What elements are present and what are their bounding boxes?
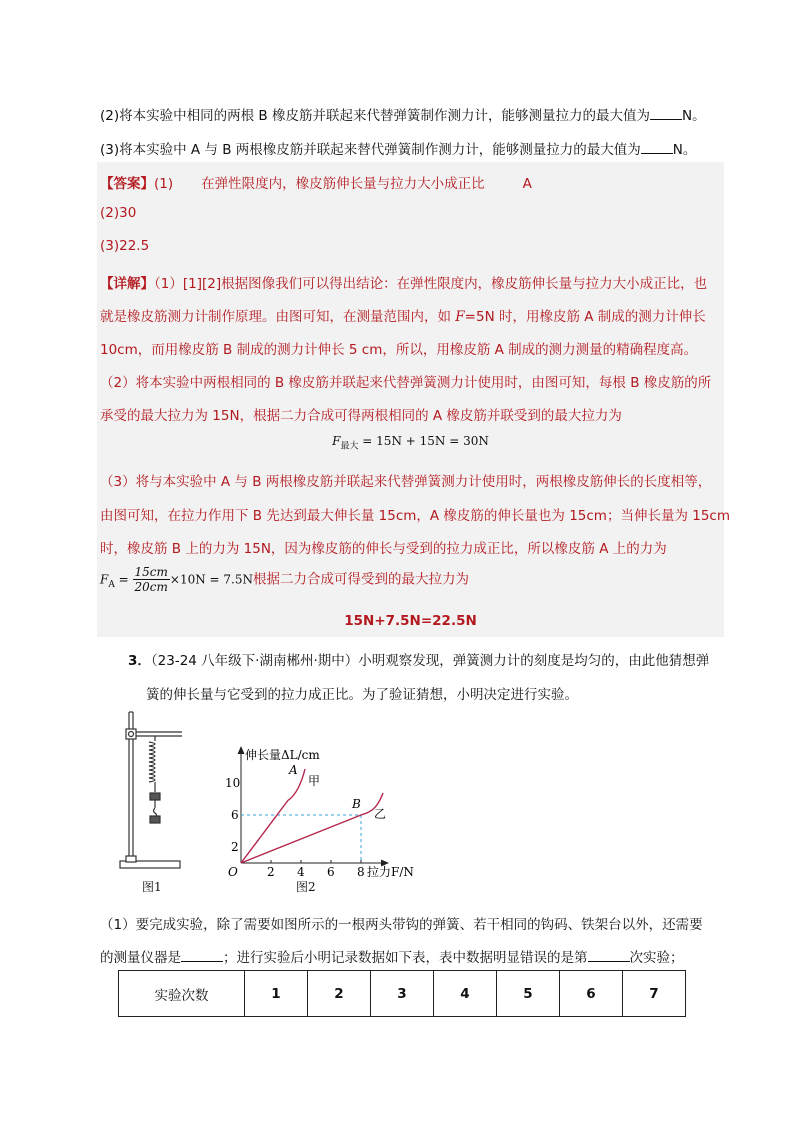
detail-text-2c: =5N 时，用橡皮筋 A 制成的测力计伸长 <box>464 309 706 325</box>
equation-2-fraction <box>133 565 170 594</box>
origin-label: O <box>228 865 238 879</box>
question-2-text: (2)将本实验中相同的两根 B 橡皮筋并联起来代替弹簧制作测力计，能够测量拉力的最大值为 <box>100 108 650 124</box>
table-cell: 5 <box>497 971 560 1017</box>
detail-line-3: 10cm，而用橡皮筋 B 制成的测力计伸长 5 cm，所以，用橡皮筋 A 制成的测力测量的精确程度高。 <box>100 342 698 358</box>
y-tick-label: 10 <box>225 776 241 790</box>
x-tick-label: 8 <box>357 865 365 879</box>
answer-part-3: (3)22.5 <box>100 238 150 254</box>
answer-blank <box>650 107 682 120</box>
figures <box>100 708 440 898</box>
question-3-text-2: 簧的伸长量与它受到的拉力成正比。为了验证猜想，小明决定进行实验。 <box>146 687 578 703</box>
axis-ticks <box>225 776 365 879</box>
table-cell: 7 <box>623 971 686 1017</box>
question-source: （23-24 八年级下·湖南郴州·期中） <box>150 653 359 669</box>
part-1-text-a: 的测量仪器是 <box>100 950 181 966</box>
equation-2-symbol: F <box>100 572 109 587</box>
table-cell: 4 <box>434 971 497 1017</box>
y-tick-label: 2 <box>231 840 239 854</box>
y-axis-arrow <box>238 746 245 754</box>
data-table <box>118 970 686 1017</box>
curve-b-end-label: B <box>352 797 361 811</box>
curve-a-end-label: A <box>289 763 298 777</box>
equation-1-subscript: 最大 <box>340 441 359 452</box>
part-1-line-2 <box>100 946 684 966</box>
table-cell: 2 <box>308 971 371 1017</box>
detail-final-result: 15N+7.5N=22.5N <box>344 613 477 629</box>
x-tick-label: 2 <box>267 865 275 879</box>
equation-2-subscript: A <box>108 580 115 591</box>
extension-force-graph <box>225 746 414 879</box>
question-number: 3． <box>128 653 151 669</box>
equation-2-tail: 根据二力合成可得受到的最大拉力为 <box>252 571 469 588</box>
part-1-text-c: 次实验； <box>629 950 684 966</box>
y-tick-label: 6 <box>231 808 239 822</box>
question-2-line <box>100 104 706 124</box>
detail-text-2b: F <box>455 309 465 325</box>
table-cell: 1 <box>245 971 308 1017</box>
part-1-line-1: （1）要完成实验，除了需要如图所示的一根两头带钩的弹簧、若干相同的钩码、铁架台以外，还需要 <box>100 917 703 933</box>
equation-1-symbol: F <box>332 434 341 448</box>
x-axis-label: 拉力F/N <box>367 865 414 879</box>
answer-blank <box>181 949 223 962</box>
detail-line-2 <box>100 305 706 325</box>
figure-2-caption: 图2 <box>296 880 316 894</box>
answer-label: 【答案】 <box>100 176 154 192</box>
answer-blank <box>641 141 673 154</box>
detail-line-5: 承受的最大拉力为 15N，根据二力合成可得两根相同的 A 橡皮筋并联受到的最大拉力为 <box>100 408 622 424</box>
detail-line-4: （2）将本实验中两根相同的 B 橡皮筋并联起来代替弹簧测力计使用时，由图可知，每根 B 橡皮筋的所 <box>100 375 712 391</box>
question-2-unit: N。 <box>681 108 706 124</box>
x-tick-label: 6 <box>327 865 335 879</box>
answer-part-1-text: 在弹性限度内，橡皮筋伸长量与拉力大小成正比 <box>201 176 485 192</box>
answer-part-2: (2)30 <box>100 205 137 221</box>
answer-part-1-number: (1) <box>154 176 174 192</box>
fraction-numerator: 15cm <box>134 565 168 579</box>
part-1-text-b: ；进行实验后小明记录数据如下表，表中数据明显错误的是第 <box>223 950 588 966</box>
y-axis-label: 伸长量ΔL/cm <box>245 748 320 762</box>
iron-stand-figure <box>120 712 182 868</box>
curve-b-line <box>241 793 383 863</box>
table-cell: 3 <box>371 971 434 1017</box>
equation-2: $F_A$ = $\frac{15cm}{20cm}$ ×10N = 7.5N根据二力合成可得受到的最大拉力为 <box>100 565 469 594</box>
detail-line-7: 由图可知，在拉力作用下 B 先达到最大伸长量 15cm，A 橡皮筋的伸长量也为 15cm；当伸长量为 15cm <box>100 508 730 524</box>
detail-text-1: （1）[1][2]根据图像我们可以得出结论：在弹性限度内，橡皮筋伸长量与拉力大小成正比，也 <box>154 276 708 292</box>
table-cell: 6 <box>560 971 623 1017</box>
detail-line-8: 时，橡皮筋 B 上的力为 15N，因为橡皮筋的伸长与受到的拉力成正比，所以橡皮筋 A 上的力为 <box>100 541 667 557</box>
equation-1 <box>97 434 724 451</box>
answer-line-1 <box>100 172 532 192</box>
detail-label: 【详解】 <box>100 276 154 292</box>
curve-a-name: 甲 <box>308 774 321 788</box>
question-3-intro <box>128 649 709 669</box>
figure-1-caption: 图1 <box>142 880 162 894</box>
table-header-cell: 实验次数 <box>119 971 245 1017</box>
curve-a-line <box>241 769 305 863</box>
answer-blank <box>588 949 630 962</box>
detail-text-2a: 就是橡皮筋测力计制作原理。由图可知，在测量范围内，如 <box>100 309 456 325</box>
question-text-1: 小明观察发现，弹簧测力计的刻度是均匀的，由此他猜想弹 <box>358 653 710 669</box>
table-row <box>119 971 686 1017</box>
question-3-line <box>100 138 696 158</box>
fraction-denominator: 20cm <box>134 580 168 594</box>
equation-1-rhs: = 15N + 15N = 30N <box>358 434 489 448</box>
question-3-unit: N。 <box>672 142 697 158</box>
curve-b-name: 乙 <box>374 807 387 821</box>
detail-line-6: （3）将与本实验中 A 与 B 两根橡皮筋并联起来代替弹簧测力计使用时，两根橡皮筋伸长的长度相等， <box>100 474 712 490</box>
equation-2-rhs: ×10N = 7.5N <box>169 572 253 587</box>
detail-line-1 <box>100 272 707 292</box>
answer-part-1-choice: A <box>522 176 532 192</box>
question-3-text: (3)将本实验中 A 与 B 两根橡皮筋并联起来替代弹簧制作测力计，能够测量拉力的最大值为 <box>100 142 641 158</box>
x-tick-label: 4 <box>297 865 305 879</box>
